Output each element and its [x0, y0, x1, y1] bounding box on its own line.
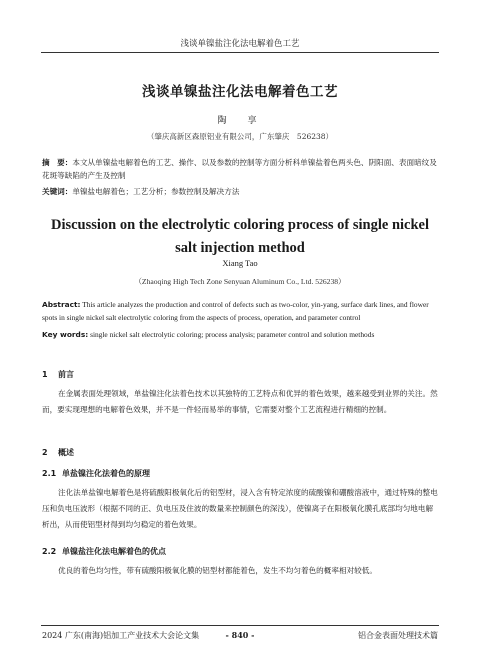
- section-1-paragraph: 在金属表面处理领域，单盐镍注化法着色技术以其独特的工艺特点和优异的着色效果，越来越受到业界的关注。然而，要实现理想的电解着色效果，并不是一件轻而易举的事情，它需要对整个工艺流程进行精细的控制。: [42, 389, 438, 414]
- abstract-cn-label: 摘 要：: [42, 158, 73, 167]
- page-number: - 840 -: [225, 630, 255, 640]
- section-2-1-paragraph: 注化法单盐镍电解着色是将硫酸阳极氧化后的铝型材，浸入含有特定浓度的硫酸镍和硼酸溶液中，通过特殊的整电压和负电压波形（根据不同的正、负电压及住波的数量来控制颜色的深浅），使镍离子在阳极氧化膜孔底部均匀地电解析出，从而使铝型材得到均匀稳定的着色效果。: [42, 488, 438, 529]
- keywords-en-label: Key words:: [42, 330, 89, 339]
- abstract-cn: [42, 156, 440, 182]
- keywords-cn: [42, 186, 440, 197]
- affiliation-en: （Zhaoqing High Tech Zone Senyuan Aluminum Co., Ltd. 526238）: [134, 277, 346, 286]
- section-title: 前言: [58, 370, 74, 379]
- keywords-cn-text: 单镍盐电解着色；工艺分析；参数控制及解决方法: [72, 187, 240, 196]
- section-2-2-paragraph: 优良的着色均匀性，带有硫酸阳极氧化膜的铝型材都能着色，发生不均匀着色的概率相对较低。: [58, 566, 377, 575]
- paper-title-en: Discussion on the electrolytic coloring process of single nickel salt injection method: [50, 217, 430, 256]
- section-title: 单盐镍注化法着色的原理: [62, 469, 150, 478]
- section-number: 2.2: [42, 547, 57, 556]
- section-title: 单镍盐注化法电解着色的优点: [62, 547, 166, 556]
- section-heading-2: [42, 447, 74, 458]
- running-header: 浅谈单镍盐注化法电解着色工艺: [180, 39, 300, 49]
- section-number: 1: [42, 370, 48, 379]
- author-cn: 陶 享: [217, 116, 263, 126]
- footer-rule: [41, 625, 439, 626]
- abstract-en-text: This article analyzes the production and control of defects such as two-color, yin-yang, surface dark lines, and flower spots in single nickel salt electrolytic coloring from the aspects of process, operation, and parameter control: [42, 300, 429, 322]
- keywords-en-text: single nickel salt electrolytic coloring; process analysis; parameter control and solution methods: [90, 330, 375, 339]
- header-rule: [41, 52, 439, 53]
- section-number: 2.1: [42, 469, 57, 478]
- section-title: 概述: [58, 448, 74, 457]
- keywords-en: [42, 330, 440, 339]
- paper-title-cn: 浅谈单镍盐注化法电解着色工艺: [142, 84, 338, 100]
- keywords-cn-label: 关键词：: [42, 187, 73, 196]
- affiliation-cn: （肇庆高新区森原铝业有限公司，广东肇庆 526238）: [146, 132, 334, 141]
- subsection-heading-2-1: [42, 468, 150, 479]
- author-en: Xiang Tao: [222, 258, 258, 268]
- abstract-en-label: Abstract:: [42, 300, 81, 309]
- section-heading-1: [42, 369, 74, 380]
- subsection-heading-2-2: [42, 546, 166, 557]
- section-number: 2: [42, 448, 48, 457]
- footer-section: 铝合金表面处理技术篇: [358, 631, 438, 640]
- abstract-cn-text: 本文从单镍盐电解着色的工艺、操作、以及参数的控制等方面分析科单镍盐着色两头色、阴阳面、表面暗纹及花斑等缺陷的产生及控制: [42, 158, 437, 180]
- abstract-en: [42, 298, 440, 324]
- footer-proceedings: 2024 广东(南海)铝加工产业技术大会论文集: [42, 631, 200, 640]
